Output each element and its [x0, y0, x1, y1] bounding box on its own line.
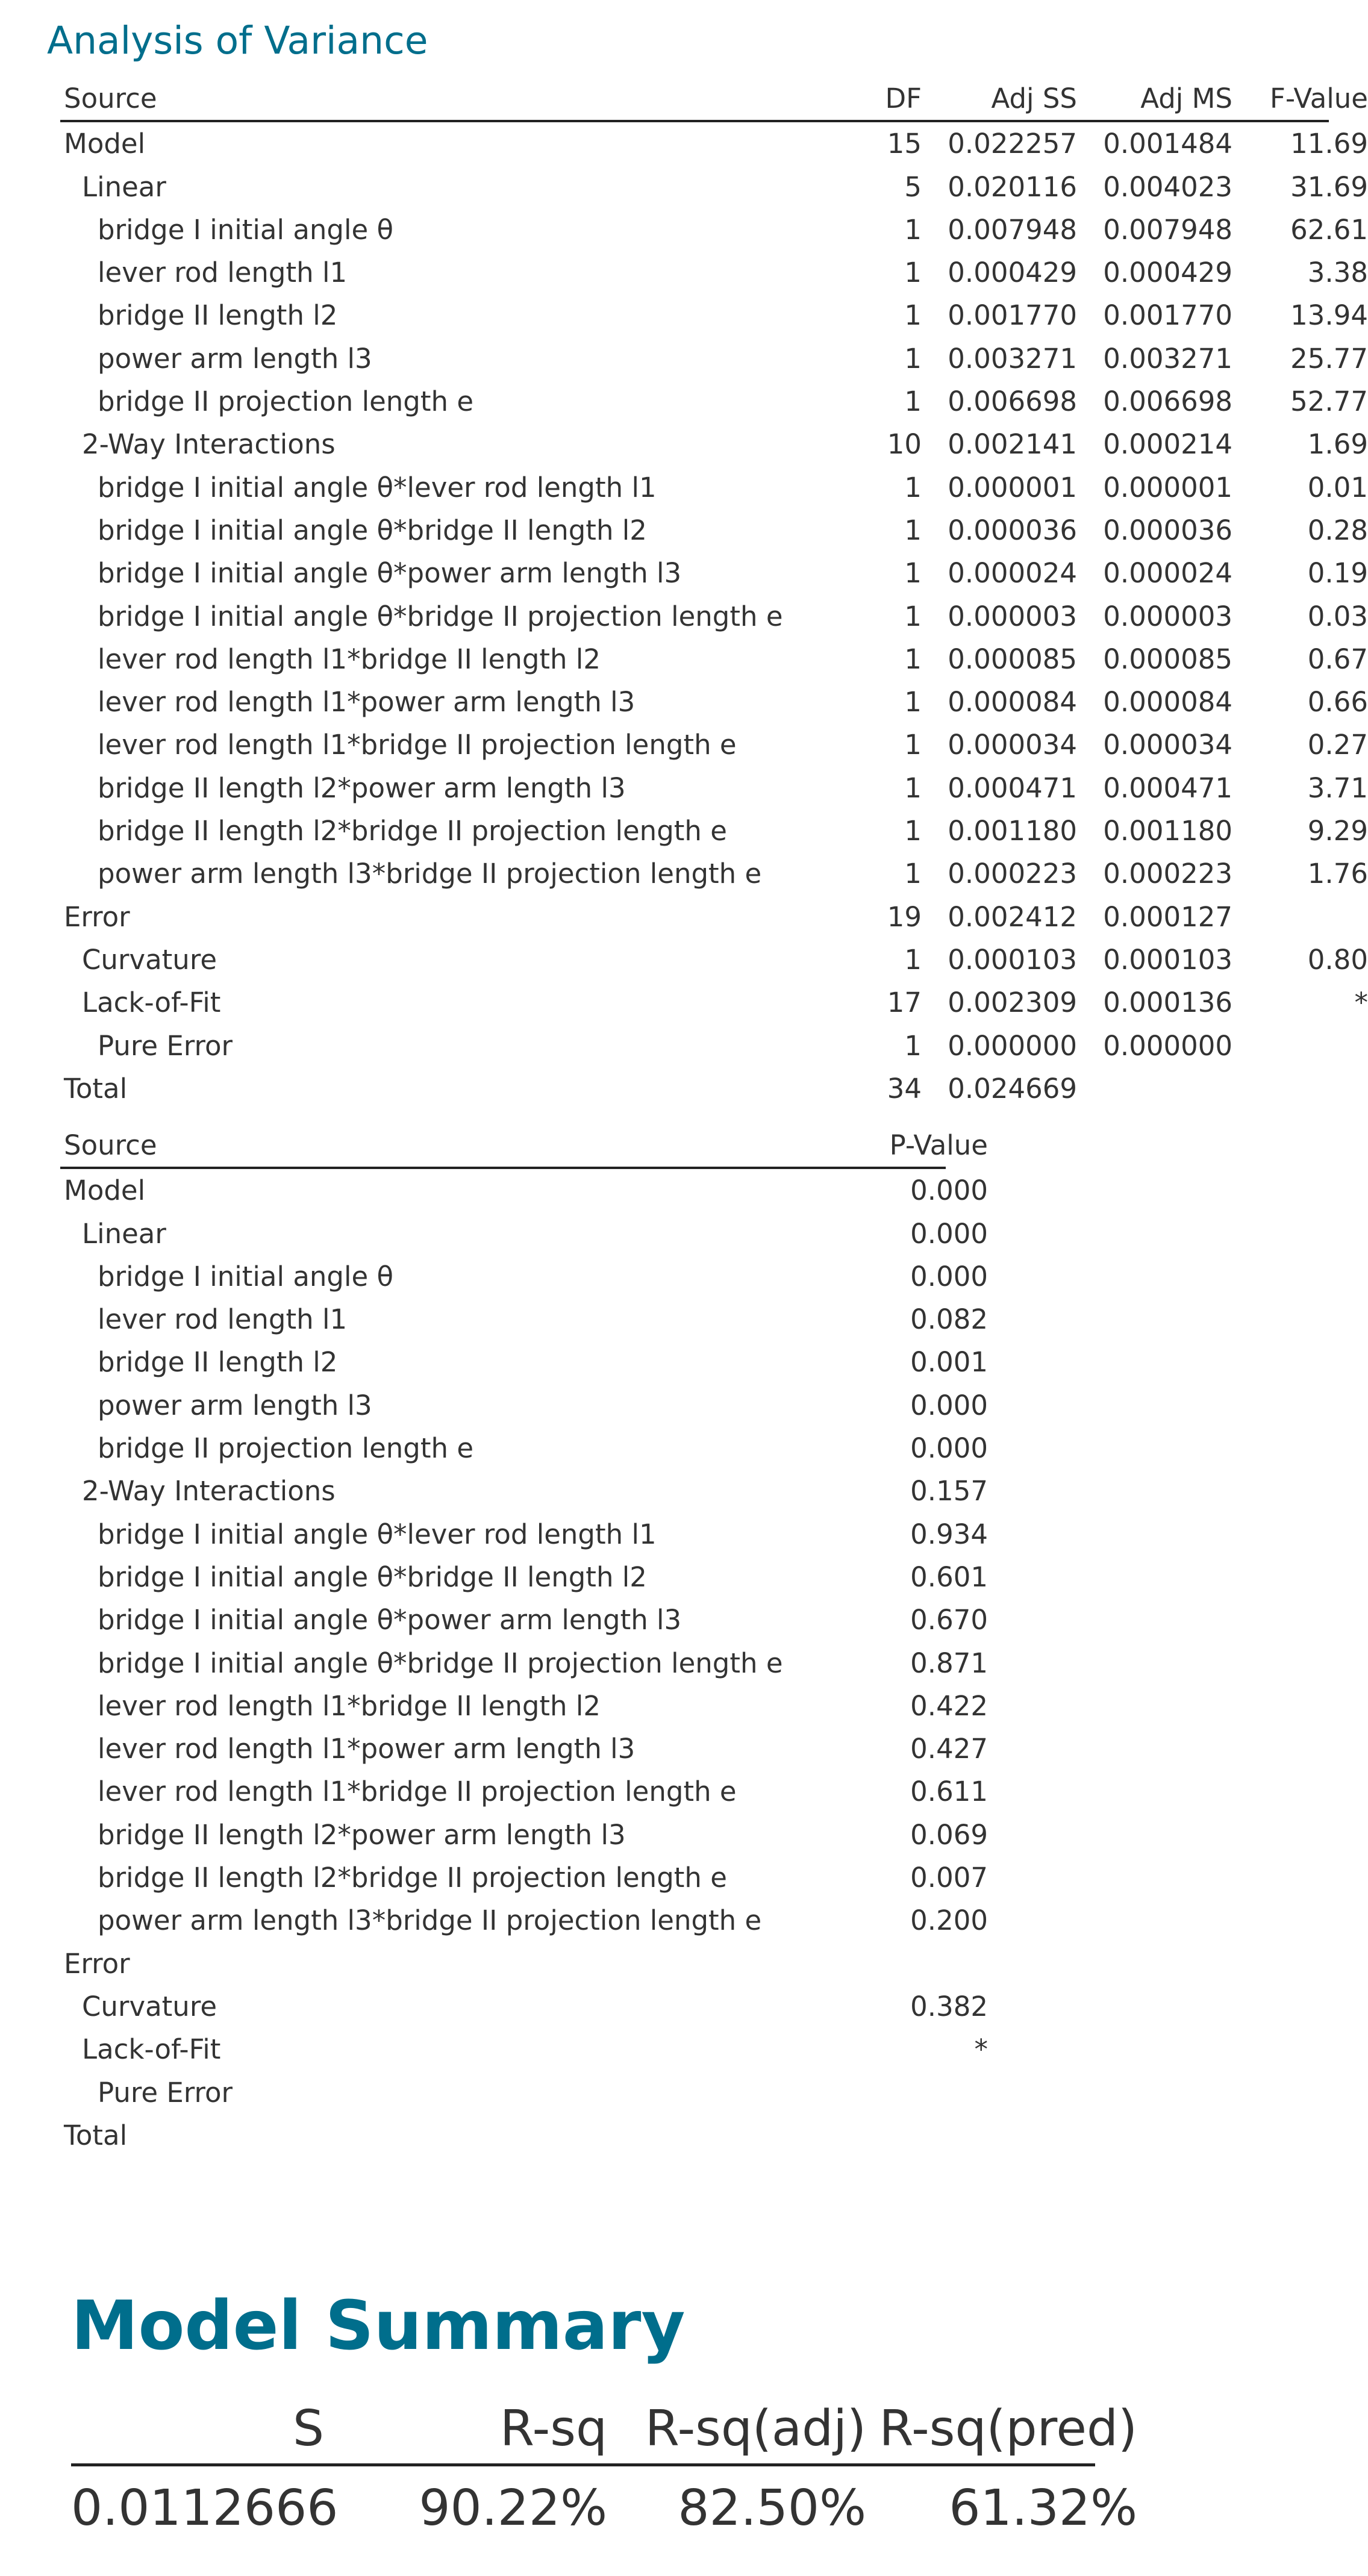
source-cell: Error: [64, 900, 130, 933]
table-row: [60, 166, 1368, 208]
table-row: [60, 638, 1368, 681]
table-row: [60, 1856, 988, 1899]
adj-ss-cell: 0.000000: [948, 1029, 1077, 1062]
header-p-value: P-Value: [889, 1129, 988, 1161]
p-value-cell: 0.200: [910, 1904, 988, 1937]
table-row: [60, 380, 1368, 423]
source-cell: bridge I initial angle θ*bridge II length l2: [98, 514, 647, 546]
source-cell: bridge II projection length e: [98, 385, 474, 418]
table-row: [60, 896, 1329, 938]
df-cell: 1: [904, 600, 922, 632]
source-cell: bridge II length l2*bridge II projection length e: [98, 815, 727, 847]
source-cell: Curvature: [82, 1990, 217, 2022]
p-value-cell: 0.422: [910, 1689, 988, 1722]
value-r-sq-adj: 82.50%: [678, 2480, 866, 2537]
table-header-row: [60, 77, 1368, 122]
f-value-cell: 11.69: [1290, 128, 1368, 160]
p-value-cell: 0.871: [910, 1647, 988, 1679]
p-value-cell: 0.000: [910, 1174, 988, 1207]
anova-table-body: [60, 122, 1368, 1110]
anova-pvalue-table: [60, 1124, 988, 2157]
header-source: Source: [64, 1129, 157, 1161]
adj-ss-cell: 0.001180: [948, 815, 1077, 847]
f-value-cell: 0.80: [1307, 943, 1368, 976]
adj-ms-cell: 0.000085: [1103, 643, 1232, 675]
df-cell: 1: [904, 514, 922, 546]
adj-ss-cell: 0.002309: [948, 987, 1077, 1019]
df-cell: 1: [904, 772, 922, 804]
p-value-cell: 0.611: [910, 1776, 988, 1808]
source-cell: bridge I initial angle θ*lever rod length l1: [98, 1518, 657, 1550]
f-value-cell: 0.66: [1307, 686, 1368, 719]
model-summary-table: [71, 2394, 1137, 2543]
adj-ms-cell: 0.000034: [1103, 729, 1232, 761]
source-cell: lever rod length l1*bridge II projection length e: [98, 729, 737, 761]
source-cell: bridge I initial angle θ: [98, 1260, 394, 1293]
source-cell: Error: [64, 1947, 130, 1980]
header-df: DF: [885, 83, 922, 114]
table-row: [60, 681, 1368, 723]
value-r-sq-pred: 61.32%: [949, 2480, 1137, 2537]
table-row: [60, 2028, 988, 2071]
adj-ss-cell: 0.003271: [948, 342, 1077, 375]
df-cell: 1: [904, 643, 922, 675]
df-cell: 19: [887, 900, 922, 933]
source-cell: Curvature: [82, 943, 217, 976]
source-cell: Pure Error: [98, 2076, 233, 2109]
source-cell: lever rod length l1: [98, 1303, 348, 1336]
table-row: [60, 981, 1368, 1024]
f-value-cell: 9.29: [1307, 815, 1368, 847]
adj-ss-cell: 0.022257: [948, 128, 1077, 160]
adj-ss-cell: 0.001770: [948, 299, 1077, 332]
table-row: [60, 1985, 988, 2028]
header-s: S: [292, 2400, 324, 2457]
p-value-cell: 0.000: [910, 1260, 988, 1293]
value-r-sq: 90.22%: [419, 2480, 607, 2537]
table-row: [60, 1067, 1329, 1110]
source-cell: bridge I initial angle θ*bridge II projection length e: [98, 1647, 783, 1679]
header-adj-ms: Adj MS: [1140, 83, 1232, 114]
adj-ms-cell: 0.000024: [1103, 557, 1232, 590]
table-row: [60, 1556, 988, 1598]
source-cell: Lack-of-Fit: [82, 2033, 221, 2066]
source-cell: bridge I initial angle θ*power arm length l3: [98, 1604, 682, 1636]
table-row: [60, 1942, 946, 1985]
adj-ss-cell: 0.000471: [948, 772, 1077, 804]
table-row: [60, 1341, 988, 1383]
table-row: [60, 1899, 988, 1942]
source-cell: power arm length l3: [98, 342, 372, 375]
source-cell: bridge I initial angle θ*power arm length l3: [98, 557, 682, 590]
table-row: [60, 294, 1368, 337]
anova-table-main: [60, 77, 1368, 1110]
adj-ss-cell: 0.002412: [948, 900, 1077, 933]
adj-ms-cell: 0.000103: [1103, 943, 1232, 976]
header-f-value: F-Value: [1269, 83, 1368, 114]
adj-ms-cell: 0.000000: [1103, 1029, 1232, 1062]
source-cell: Total: [64, 1072, 128, 1105]
adj-ss-cell: 0.006698: [948, 385, 1077, 418]
source-cell: bridge I initial angle θ*bridge II length l2: [98, 1561, 647, 1593]
adj-ss-cell: 0.020116: [948, 170, 1077, 203]
source-cell: Pure Error: [98, 1029, 233, 1062]
source-cell: bridge I initial angle θ: [98, 213, 394, 246]
header-adj-ss: Adj SS: [991, 83, 1077, 114]
p-value-cell: 0.934: [910, 1518, 988, 1550]
f-value-cell: 13.94: [1290, 299, 1368, 332]
table-row: [60, 552, 1368, 594]
header-r-sq-pred: R-sq(pred): [879, 2400, 1137, 2457]
source-cell: bridge II length l2*power arm length l3: [98, 772, 626, 804]
df-cell: 10: [887, 428, 922, 461]
f-value-cell: 1.69: [1307, 428, 1368, 461]
table-row: [60, 1598, 988, 1641]
df-cell: 1: [904, 557, 922, 590]
f-value-cell: 25.77: [1290, 342, 1368, 375]
source-cell: Total: [64, 2119, 128, 2151]
df-cell: 17: [887, 987, 922, 1019]
table-row: [60, 1384, 988, 1427]
f-value-cell: 0.27: [1307, 729, 1368, 761]
source-cell: lever rod length l1: [98, 257, 348, 289]
adj-ms-cell: 0.003271: [1103, 342, 1232, 375]
table-row: [60, 723, 1368, 766]
f-value-cell: 52.77: [1290, 385, 1368, 418]
p-value-cell: 0.000: [910, 1432, 988, 1465]
f-value-cell: 31.69: [1290, 170, 1368, 203]
source-cell: bridge I initial angle θ*lever rod length l1: [98, 471, 657, 504]
table-row: [60, 809, 1368, 852]
source-cell: bridge II length l2: [98, 299, 338, 332]
adj-ss-cell: 0.000103: [948, 943, 1077, 976]
table-row: [60, 938, 1368, 981]
header-r-sq-adj: R-sq(adj): [645, 2400, 866, 2457]
source-cell: bridge II length l2*bridge II projection length e: [98, 1862, 727, 1894]
adj-ss-cell: 0.000003: [948, 600, 1077, 632]
source-cell: bridge II length l2*power arm length l3: [98, 1818, 626, 1851]
table-row: [60, 1727, 988, 1770]
adj-ms-cell: 0.000136: [1103, 987, 1232, 1019]
df-cell: 1: [904, 299, 922, 332]
table-row: [60, 509, 1368, 552]
adj-ms-cell: 0.000127: [1103, 900, 1232, 933]
p-value-cell: 0.000: [910, 1217, 988, 1250]
df-cell: 15: [887, 128, 922, 160]
f-value-cell: 0.67: [1307, 643, 1368, 675]
table-row: [60, 1024, 1329, 1067]
table-row: [60, 466, 1368, 509]
p-value-cell: 0.082: [910, 1303, 988, 1336]
p-value-cell: 0.427: [910, 1733, 988, 1765]
adj-ss-cell: 0.000429: [948, 257, 1077, 289]
source-cell: lever rod length l1*bridge II projection length e: [98, 1776, 737, 1808]
adj-ms-cell: 0.004023: [1103, 170, 1232, 203]
f-value-cell: 0.03: [1307, 600, 1368, 632]
table-row: [60, 767, 1368, 809]
source-cell: lever rod length l1*bridge II length l2: [98, 1689, 601, 1722]
header-r-sq: R-sq: [499, 2400, 607, 2457]
table-row: [60, 1169, 988, 1212]
adj-ss-cell: 0.002141: [948, 428, 1077, 461]
source-cell: power arm length l3*bridge II projection length e: [98, 1904, 762, 1937]
table-row: [60, 2114, 946, 2157]
adj-ss-cell: 0.000034: [948, 729, 1077, 761]
source-cell: Linear: [82, 1217, 166, 1250]
f-value-cell: *: [1354, 987, 1368, 1019]
table-header-row: [60, 1124, 988, 1169]
adj-ss-cell: 0.000223: [948, 858, 1077, 890]
p-value-cell: 0.670: [910, 1604, 988, 1636]
f-value-cell: 0.28: [1307, 514, 1368, 546]
model-summary-header-row: [71, 2394, 1137, 2466]
adj-ms-cell: 0.000036: [1103, 514, 1232, 546]
df-cell: 1: [904, 858, 922, 890]
f-value-cell: 0.19: [1307, 557, 1368, 590]
df-cell: 1: [904, 943, 922, 976]
adj-ss-cell: 0.000036: [948, 514, 1077, 546]
table-row: [60, 1212, 988, 1255]
anova-title: Analysis of Variance: [47, 19, 428, 63]
df-cell: 1: [904, 686, 922, 719]
table-row: [60, 1255, 988, 1298]
model-summary-value-row: [71, 2474, 1137, 2543]
source-cell: Lack-of-Fit: [82, 987, 221, 1019]
model-summary-title: Model Summary: [71, 2287, 686, 2365]
table-row: [60, 2071, 946, 2114]
adj-ms-cell: 0.001484: [1103, 128, 1232, 160]
adj-ss-cell: 0.024669: [948, 1072, 1077, 1105]
table-row: [60, 595, 1368, 638]
table-row: [60, 1770, 988, 1813]
source-cell: 2-Way Interactions: [82, 1475, 336, 1508]
table-row: [60, 122, 1368, 165]
table-row: [60, 1470, 988, 1512]
f-value-cell: 62.61: [1290, 213, 1368, 246]
df-cell: 1: [904, 815, 922, 847]
df-cell: 1: [904, 342, 922, 375]
adj-ms-cell: 0.000003: [1103, 600, 1232, 632]
f-value-cell: 0.01: [1307, 471, 1368, 504]
source-cell: power arm length l3: [98, 1389, 372, 1421]
p-value-cell: *: [974, 2033, 988, 2066]
adj-ss-cell: 0.007948: [948, 213, 1077, 246]
p-value-cell: 0.007: [910, 1862, 988, 1894]
pvalue-table-body: [60, 1169, 988, 2157]
table-row: [60, 1298, 988, 1341]
f-value-cell: 3.38: [1307, 257, 1368, 289]
table-row: [60, 423, 1368, 466]
source-cell: Linear: [82, 170, 166, 203]
df-cell: 1: [904, 471, 922, 504]
adj-ms-cell: 0.001770: [1103, 299, 1232, 332]
table-row: [60, 852, 1368, 895]
p-value-cell: 0.157: [910, 1475, 988, 1508]
df-cell: 34: [887, 1072, 922, 1105]
adj-ms-cell: 0.000214: [1103, 428, 1232, 461]
adj-ms-cell: 0.006698: [1103, 385, 1232, 418]
p-value-cell: 0.000: [910, 1389, 988, 1421]
source-cell: bridge II length l2: [98, 1346, 338, 1379]
df-cell: 1: [904, 729, 922, 761]
adj-ms-cell: 0.000084: [1103, 686, 1232, 719]
adj-ms-cell: 0.000429: [1103, 257, 1232, 289]
source-cell: lever rod length l1*power arm length l3: [98, 1733, 636, 1765]
table-row: [60, 1642, 988, 1685]
df-cell: 1: [904, 385, 922, 418]
table-row: [60, 1813, 988, 1856]
adj-ss-cell: 0.000085: [948, 643, 1077, 675]
adj-ss-cell: 0.000024: [948, 557, 1077, 590]
adj-ms-cell: 0.000471: [1103, 772, 1232, 804]
df-cell: 5: [904, 170, 922, 203]
source-cell: bridge I initial angle θ*bridge II projection length e: [98, 600, 783, 632]
source-cell: 2-Way Interactions: [82, 428, 336, 461]
p-value-cell: 0.382: [910, 1990, 988, 2022]
value-s: 0.0112666: [71, 2480, 339, 2537]
source-cell: power arm length l3*bridge II projection length e: [98, 858, 762, 890]
adj-ms-cell: 0.000001: [1103, 471, 1232, 504]
p-value-cell: 0.601: [910, 1561, 988, 1593]
source-cell: bridge II projection length e: [98, 1432, 474, 1465]
df-cell: 1: [904, 257, 922, 289]
table-row: [60, 208, 1368, 251]
source-cell: lever rod length l1*bridge II length l2: [98, 643, 601, 675]
source-cell: lever rod length l1*power arm length l3: [98, 686, 636, 719]
p-value-cell: 0.069: [910, 1818, 988, 1851]
df-cell: 1: [904, 213, 922, 246]
source-cell: Model: [64, 1174, 146, 1207]
table-row: [60, 337, 1368, 380]
f-value-cell: 1.76: [1307, 858, 1368, 890]
adj-ss-cell: 0.000001: [948, 471, 1077, 504]
p-value-cell: 0.001: [910, 1346, 988, 1379]
table-row: [60, 1513, 988, 1556]
f-value-cell: 3.71: [1307, 772, 1368, 804]
df-cell: 1: [904, 1029, 922, 1062]
header-source: Source: [64, 83, 157, 114]
adj-ms-cell: 0.000223: [1103, 858, 1232, 890]
adj-ms-cell: 0.001180: [1103, 815, 1232, 847]
source-cell: Model: [64, 128, 146, 160]
table-row: [60, 1685, 988, 1727]
table-row: [60, 251, 1368, 294]
adj-ms-cell: 0.007948: [1103, 213, 1232, 246]
table-row: [60, 1427, 988, 1470]
adj-ss-cell: 0.000084: [948, 686, 1077, 719]
